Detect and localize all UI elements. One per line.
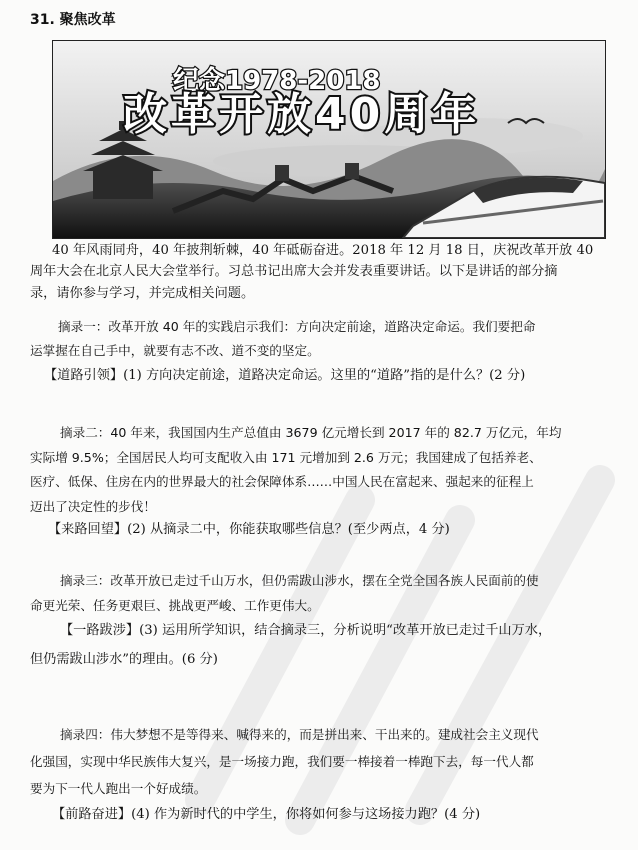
intro-line-1: 40 年风雨同舟，40 年披荆斩棘，40 年砥砺奋进。2018 年 12 月 18 日，庆祝改革开放 40 <box>52 243 594 258</box>
question-4: 【前路奋进】(4) 作为新时代的中学生，你将如何参与这场接力跑？(4 分) <box>52 807 481 822</box>
excerpt-4-line-1: 摘录四：伟大梦想不是等得来、喊得来的，而是拼出来、干出来的。建成社会主义现代 <box>60 727 539 742</box>
excerpt-4-line-2: 化强国，实现中华民族伟大复兴，是一场接力跑，我们要一棒接着一棒跑下去，每一代人都 <box>30 754 534 769</box>
excerpt-1-line-2: 运掌握在自己手中，就要有志不改、道不变的坚定。 <box>30 343 320 358</box>
question-title: 31. 聚焦改革 <box>30 12 116 28</box>
excerpt-2-line-3: 医疗、低保、住房在内的世界最大的社会保障体系……中国人民在富起来、强起来的征程上 <box>30 474 534 489</box>
banner-title: 改革开放40周年 <box>123 89 481 140</box>
excerpt-1-line-1: 摘录一：改革开放 40 年的实践启示我们：方向决定前途，道路决定命运。我们要把命 <box>58 319 536 334</box>
excerpt-2-line-4: 迈出了决定性的步伐！ <box>30 499 156 514</box>
question-3-line-1: 【一路跋涉】(3) 运用所学知识，结合摘录三，分析说明“改革开放已走过千山万水， <box>60 623 552 638</box>
question-3-line-2: 但仍需跋山涉水”的理由。(6 分) <box>30 652 218 667</box>
excerpt-2-line-1: 摘录二：40 年来，我国国内生产总值由 3679 亿元增长到 2017 年的 82.7 万亿元，年均 <box>60 425 562 440</box>
excerpt-3-line-1: 摘录三：改革开放已走过千山万水，但仍需跋山涉水，摆在全党全国各族人民面前的使 <box>60 573 539 588</box>
question-2: 【来路回望】(2) 从摘录二中，你能获取哪些信息？(至少两点，4 分) <box>48 522 450 537</box>
intro-line-3: 录，请你参与学习，并完成相关问题。 <box>30 286 255 301</box>
banner-subtitle: 纪念1978-2018 <box>173 66 381 96</box>
anniversary-banner-image <box>52 40 606 239</box>
excerpt-3-line-2: 命更光荣、任务更艰巨、挑战更严峻、工作更伟大。 <box>30 598 320 613</box>
intro-line-2: 周年大会在北京人民大会堂举行。习总书记出席大会并发表重要讲话。以下是讲话的部分摘 <box>30 264 558 279</box>
excerpt-2-line-2: 实际增 9.5%；全国居民人均可支配收入由 171 元增加到 2.6 万元；我国建成了包括养老、 <box>30 450 542 465</box>
excerpt-4-line-3: 要为下一代人跑出一个好成绩。 <box>30 781 207 796</box>
question-1: 【道路引领】(1) 方向决定前途，道路决定命运。这里的“道路”指的是什么？(2 分) <box>44 368 526 383</box>
